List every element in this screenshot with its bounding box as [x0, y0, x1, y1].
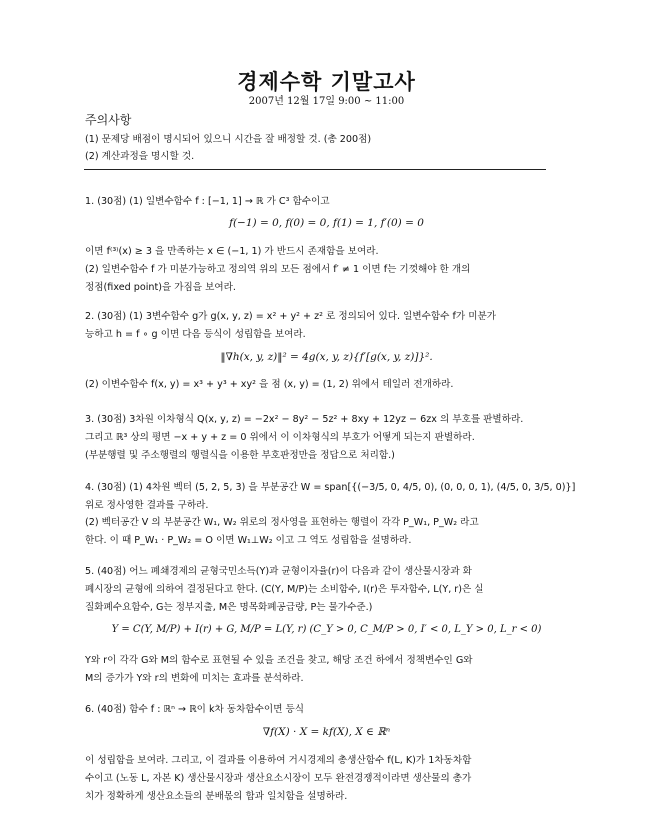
- problem-6-equation: ∇f(X) · X = kf(X), X ∈ ℝⁿ: [262, 726, 391, 738]
- problem-5-line: 질화폐수요함수, G는 정부지출, M은 명목화폐공급량, P는 물가수준.): [85, 602, 373, 613]
- problem-2-line: 2. (30점) (1) 3변수함수 g가 g(x, y, z) = x² + y² + z² 로 정의되어 있다. 일변수함수 f가 미분가: [85, 311, 496, 322]
- problem-3-line: 그리고 ℝ³ 상의 평면 −x + y + z = 0 위에서 이 이차형식의 부호가 어떻게 되는지 판별하라.: [85, 432, 475, 443]
- problem-2-line: 능하고 h = f ∘ g 이면 다음 등식이 성립함을 보여라.: [85, 329, 306, 340]
- problem-5-line: Y와 r이 각각 G와 M의 함수로 표현될 수 있을 조건을 찾고, 해당 조건 하에서 정책변수인 G와: [85, 655, 473, 666]
- problem-1-line: (2) 일변수함수 f 가 미분가능하고 정의역 위의 모든 점에서 f′ ≠ 1 이면 f는 기껏해야 한 개의: [85, 264, 471, 275]
- notes-heading: 주의사항: [85, 113, 132, 127]
- problem-3-line: 3. (30점) 3차원 이차형식 Q(x, y, z) = −2x² − 8y² − 5z² + 8xy + 12yz − 6zx 의 부호를 판별하라.: [85, 414, 524, 425]
- exam-date: 2007년 12월 17일 9:00 ~ 11:00: [248, 96, 405, 107]
- problem-4-line: 4. (30점) (1) 4차원 벡터 (5, 2, 5, 3) 을 부분공간 W = span[{(−3/5, 0, 4/5, 0), (0, 0, 0, 1), (4/5, 0, 3/5, 0)}]: [85, 482, 576, 493]
- problem-5-equation: Y = C(Y, M/P) + I(r) + G, M/P = L(Y, r) (C_Y > 0, C_M/P > 0, I′ < 0, L_Y > 0, L_r < 0): [111, 624, 542, 635]
- problem-4-line: 한다. 이 때 P_W₁ · P_W₂ = O 이면 W₁⊥W₂ 이고 그 역도 성립함을 설명하라.: [85, 535, 412, 546]
- problem-3-line: (부분행렬 및 주소행렬의 행렬식을 이용한 부호판정만을 정답으로 처리함.): [85, 450, 395, 461]
- problem-2-equation: ‖∇h(x, y, z)‖² = 4g(x, y, z){f′[g(x, y, z)]}².: [220, 351, 433, 363]
- problem-4-line: (2) 벡터공간 V 의 부분공간 W₁, W₂ 위로의 정사영을 표현하는 행렬이 각각 P_W₁, P_W₂ 라고: [85, 517, 479, 528]
- note-item: (1) 문제당 배점이 명시되어 있으니 시간을 잘 배정할 것. (총 200점): [85, 134, 372, 145]
- problem-1-equation: f(−1) = 0, f(0) = 0, f(1) = 1, f′(0) = 0: [229, 217, 424, 229]
- problem-5-line: M의 증가가 Y와 r의 변화에 미치는 효과를 분석하라.: [85, 673, 304, 684]
- problem-6-line: 수이고 (노동 L, 자본 K) 생산물시장과 생산요소시장이 모두 완전경쟁적이라면 생산물의 총가: [85, 773, 472, 784]
- problem-2-line: (2) 이변수함수 f(x, y) = x³ + y³ + xy² 을 점 (x, y) = (1, 2) 위에서 테일러 전개하라.: [85, 379, 454, 390]
- problem-4-line: 위로 정사영한 결과를 구하라.: [85, 500, 209, 511]
- problem-1-line: 이면 f⁽³⁾(x) ≥ 3 을 만족하는 x ∈ (−1, 1) 가 반드시 존재함을 보여라.: [85, 246, 379, 257]
- problem-5-line: 폐시장의 균형에 의하여 결정된다고 한다. (C(Y, M/P)는 소비함수, I(r)은 투자함수, L(Y, r)은 실: [85, 584, 484, 595]
- problem-6-line: 이 성립함을 보여라. 그리고, 이 결과를 이용하여 거시경제의 총생산함수 f(L, K)가 1차동차함: [85, 755, 472, 766]
- problem-6-line: 6. (40점) 함수 f : ℝⁿ → ℝ이 k차 동차함수이면 등식: [85, 704, 305, 715]
- problem-1-line: 정점(fixed point)을 가짐을 보여라.: [85, 282, 236, 293]
- problem-1-line: 1. (30점) (1) 일변수함수 f : [−1, 1] → ℝ 가 C³ 함수이고: [85, 196, 330, 207]
- problem-5-line: 5. (40점) 어느 폐쇄경제의 균형국민소득(Y)과 균형이자율(r)이 다음과 같이 생산물시장과 화: [85, 566, 472, 577]
- divider: [84, 169, 546, 170]
- exam-title: 경제수학 기말고사: [237, 70, 416, 94]
- problem-6-line: 치가 정확하게 생산요소들의 분배몫의 합과 일치함을 설명하라.: [85, 791, 348, 802]
- note-item: (2) 계산과정을 명시할 것.: [85, 151, 195, 162]
